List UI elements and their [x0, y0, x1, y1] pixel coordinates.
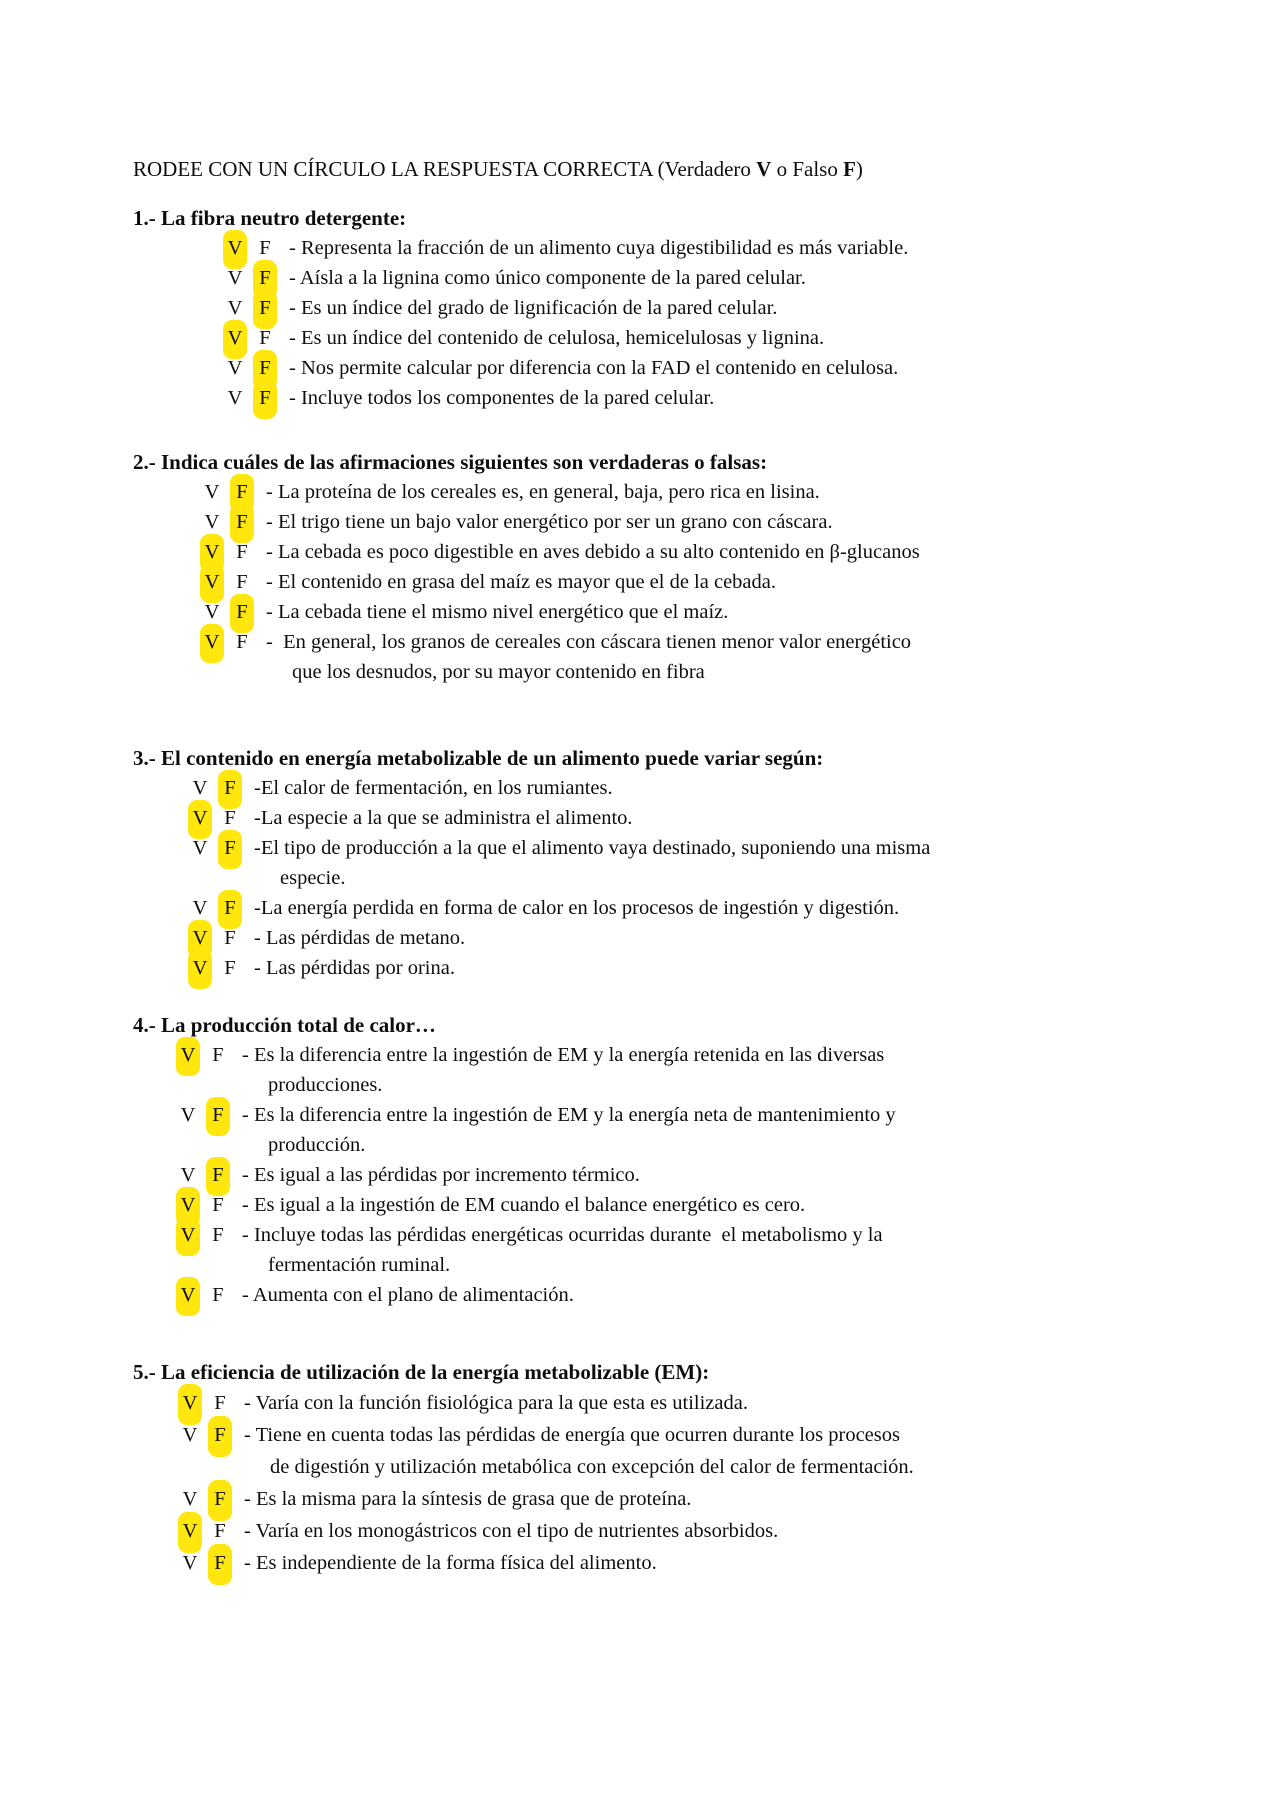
- statement-text: [266, 507, 833, 537]
- option-f-highlighted[interactable]: F: [218, 770, 242, 809]
- statement-row: [133, 1419, 1200, 1483]
- statement-text: [244, 1547, 657, 1579]
- statement-line: -La especie a la que se administra el alimento.: [254, 807, 633, 829]
- option-f[interactable]: F: [212, 1044, 224, 1066]
- statement-line: - Es la diferencia entre la ingestión de EM y la energía retenida en las diversas: [242, 1044, 885, 1066]
- option-f[interactable]: F: [214, 1392, 226, 1414]
- option-f-highlighted[interactable]: F: [253, 290, 277, 329]
- statement-row: [133, 1160, 1200, 1190]
- question-header: 4.- La producción total de calor…: [133, 1013, 436, 1037]
- option-v[interactable]: V: [227, 387, 243, 409]
- statement-line: - Tiene en cuenta todas las pérdidas de energía que ocurren durante los procesos: [244, 1424, 900, 1446]
- statement-line: - El contenido en grasa del maíz es mayor que el de la cebada.: [266, 571, 776, 593]
- statement-line: - Las pérdidas de metano.: [254, 927, 466, 949]
- statement-text: [244, 1483, 691, 1515]
- statement-line: - Incluye todos los componentes de la pared celular.: [289, 387, 715, 409]
- option-f[interactable]: F: [236, 631, 248, 653]
- statement-row: [133, 1100, 1200, 1160]
- statement-text: [242, 1280, 574, 1310]
- option-f-highlighted[interactable]: F: [218, 890, 242, 929]
- option-f[interactable]: F: [224, 807, 236, 829]
- statement-line-continuation: que los desnudos, por su mayor contenido en fibra: [292, 661, 705, 683]
- statement-row: [133, 773, 1200, 803]
- option-f[interactable]: F: [212, 1284, 224, 1306]
- option-v-highlighted[interactable]: V: [178, 1384, 202, 1425]
- statement-row: [133, 263, 1200, 293]
- statement-text: [289, 263, 806, 293]
- option-f-highlighted[interactable]: F: [208, 1480, 232, 1521]
- option-v[interactable]: V: [180, 1164, 196, 1186]
- option-f-highlighted[interactable]: F: [208, 1544, 232, 1585]
- statement-line-continuation: fermentación ruminal.: [268, 1254, 451, 1276]
- statement-row: [133, 233, 1200, 263]
- statement-text: [242, 1190, 805, 1220]
- statement-text: [254, 833, 930, 893]
- statement-line: - Representa la fracción de un alimento cuya digestibilidad es más variable.: [289, 237, 909, 259]
- statement-text: [244, 1515, 778, 1547]
- statement-row: [133, 893, 1200, 923]
- option-v-highlighted[interactable]: V: [176, 1217, 200, 1256]
- statement-text: [289, 323, 824, 353]
- option-v[interactable]: V: [192, 837, 208, 859]
- statement-line-continuation: especie.: [280, 867, 346, 889]
- statement-line-continuation: producciones.: [268, 1074, 383, 1096]
- statement-line: - Incluye todas las pérdidas energéticas ocurridas durante el metabolismo y la: [242, 1224, 883, 1246]
- option-f[interactable]: F: [212, 1224, 224, 1246]
- option-f-highlighted[interactable]: F: [253, 380, 277, 419]
- statement-text: [254, 953, 455, 983]
- option-v-highlighted[interactable]: V: [223, 320, 247, 359]
- statement-line-continuation: producción.: [268, 1134, 366, 1156]
- option-f[interactable]: F: [236, 571, 248, 593]
- question-header: 5.- La eficiencia de utilización de la energía metabolizable (EM):: [133, 1360, 710, 1384]
- statement-row: [133, 833, 1200, 893]
- statement-row: [133, 1515, 1200, 1547]
- instructions-text: ): [855, 157, 863, 181]
- option-v-highlighted[interactable]: V: [176, 1037, 200, 1076]
- option-v-highlighted[interactable]: V: [223, 230, 247, 269]
- statement-text: [254, 893, 899, 923]
- statement-row: [133, 323, 1200, 353]
- statement-text: [289, 353, 898, 383]
- statement-text: [266, 537, 920, 567]
- statement-row: [133, 597, 1200, 627]
- option-v-highlighted[interactable]: V: [200, 624, 224, 663]
- option-v[interactable]: V: [204, 511, 220, 533]
- option-v-highlighted[interactable]: V: [188, 950, 212, 989]
- statement-row: [133, 1483, 1200, 1515]
- statement-row: [133, 803, 1200, 833]
- statement-text: [266, 597, 728, 627]
- statement-row: [133, 383, 1200, 413]
- statement-row: [133, 1220, 1200, 1280]
- option-v[interactable]: V: [182, 1488, 198, 1510]
- statement-line: - El trigo tiene un bajo valor energético por ser un grano con cáscara.: [266, 511, 833, 533]
- statement-row: [133, 477, 1200, 507]
- question-header: 3.- El contenido en energía metabolizable de un alimento puede variar según:: [133, 746, 824, 770]
- option-f-highlighted[interactable]: F: [206, 1157, 230, 1196]
- option-v-highlighted[interactable]: V: [200, 564, 224, 603]
- verdadero-v-label: V: [756, 157, 772, 181]
- statement-text: [242, 1040, 884, 1100]
- statement-row: [133, 923, 1200, 953]
- statement-text: [242, 1160, 640, 1190]
- option-v-highlighted[interactable]: V: [178, 1512, 202, 1553]
- falso-f-label: F: [843, 157, 856, 181]
- option-v[interactable]: V: [227, 267, 243, 289]
- instructions-title: [133, 155, 1200, 183]
- statement-row: [133, 507, 1200, 537]
- statement-line: - Es un índice del contenido de celulosa, hemicelulosas y lignina.: [289, 327, 825, 349]
- option-f[interactable]: F: [212, 1194, 224, 1216]
- statement-row: [133, 567, 1200, 597]
- option-v-highlighted[interactable]: V: [176, 1187, 200, 1226]
- statement-row: [133, 1190, 1200, 1220]
- option-v-highlighted[interactable]: V: [188, 920, 212, 959]
- option-f-highlighted[interactable]: F: [218, 830, 242, 869]
- statement-line: - La cebada tiene el mismo nivel energético que el maíz.: [266, 601, 729, 623]
- option-f-highlighted[interactable]: F: [230, 474, 254, 513]
- statement-text: [254, 803, 633, 833]
- statement-text: [289, 293, 777, 323]
- statement-text: [254, 923, 465, 953]
- statement-line: - Aísla a la lignina como único componente de la pared celular.: [289, 267, 806, 289]
- statement-line: - En general, los granos de cereales con cáscara tienen menor valor energético: [266, 631, 912, 653]
- statement-row: [133, 293, 1200, 323]
- question-header: 2.- Indica cuáles de las afirmaciones siguientes son verdaderas o falsas:: [133, 450, 768, 474]
- instructions-text: RODEE CON UN CÍRCULO LA RESPUESTA CORRECTA (Verdadero: [133, 157, 757, 181]
- statement-line: - Es un índice del grado de lignificación de la pared celular.: [289, 297, 778, 319]
- statement-line: - Varía en los monogástricos con el tipo de nutrientes absorbidos.: [244, 1520, 779, 1542]
- statement-line: - Es la misma para la síntesis de grasa que de proteína.: [244, 1488, 692, 1510]
- question-block: [133, 447, 1200, 687]
- statement-row: [133, 953, 1200, 983]
- question-block: [133, 1010, 1200, 1310]
- statement-text: [266, 477, 820, 507]
- statement-row: [133, 1280, 1200, 1310]
- option-f[interactable]: F: [224, 927, 236, 949]
- statement-row: [133, 353, 1200, 383]
- statement-row: [133, 1387, 1200, 1419]
- option-v[interactable]: V: [182, 1552, 198, 1574]
- option-f[interactable]: F: [259, 237, 271, 259]
- option-f-highlighted[interactable]: F: [208, 1416, 232, 1457]
- statement-line: - La proteína de los cereales es, en general, baja, pero rica en lisina.: [266, 481, 820, 503]
- statement-line: - Es igual a las pérdidas por incremento térmico.: [242, 1164, 640, 1186]
- option-v[interactable]: V: [182, 1424, 198, 1446]
- option-v[interactable]: V: [204, 481, 220, 503]
- option-v-highlighted[interactable]: V: [200, 534, 224, 573]
- statement-text: [242, 1220, 883, 1280]
- statement-line: - Nos permite calcular por diferencia con la FAD el contenido en celulosa.: [289, 357, 899, 379]
- statement-row: [133, 537, 1200, 567]
- statement-text: [289, 383, 714, 413]
- option-f-highlighted[interactable]: F: [253, 350, 277, 389]
- option-f-highlighted[interactable]: F: [230, 594, 254, 633]
- statement-line: -La energía perdida en forma de calor en los procesos de ingestión y digestión.: [254, 897, 900, 919]
- statement-text: [244, 1387, 748, 1419]
- statement-text: [266, 627, 911, 687]
- statement-row: [133, 627, 1200, 687]
- statement-line: - La cebada es poco digestible en aves debido a su alto contenido en β-glucanos: [266, 541, 920, 563]
- statement-line: -El tipo de producción a la que el alimento vaya destinado, suponiendo una misma: [254, 837, 931, 859]
- option-f-highlighted[interactable]: F: [206, 1097, 230, 1136]
- option-v[interactable]: V: [180, 1104, 196, 1126]
- statement-line: - Es independiente de la forma física del alimento.: [244, 1552, 657, 1574]
- statement-text: [289, 233, 908, 263]
- option-v[interactable]: V: [192, 897, 208, 919]
- statement-line: -El calor de fermentación, en los rumiantes.: [254, 777, 613, 799]
- option-f[interactable]: F: [214, 1520, 226, 1542]
- option-f-highlighted[interactable]: F: [253, 260, 277, 299]
- statement-row: [133, 1547, 1200, 1579]
- option-v[interactable]: V: [227, 357, 243, 379]
- option-v-highlighted[interactable]: V: [176, 1277, 200, 1316]
- statement-text: [244, 1419, 914, 1483]
- statement-line: - Varía con la función fisiológica para la que esta es utilizada.: [244, 1392, 748, 1414]
- option-v-highlighted[interactable]: V: [188, 800, 212, 839]
- statement-line: - Es igual a la ingestión de EM cuando el balance energético es cero.: [242, 1194, 806, 1216]
- question-header: 1.- La fibra neutro detergente:: [133, 206, 407, 230]
- option-v[interactable]: V: [204, 601, 220, 623]
- option-f[interactable]: F: [259, 327, 271, 349]
- option-f-highlighted[interactable]: F: [230, 504, 254, 543]
- statement-line-continuation: de digestión y utilización metabólica con excepción del calor de fermentación.: [270, 1456, 914, 1478]
- question-block: [133, 203, 1200, 413]
- statement-line: - Es la diferencia entre la ingestión de EM y la energía neta de mantenimiento y: [242, 1104, 896, 1126]
- statement-text: [266, 567, 776, 597]
- option-f[interactable]: F: [224, 957, 236, 979]
- instructions-text: o Falso: [771, 157, 844, 181]
- statement-line: - Las pérdidas por orina.: [254, 957, 455, 979]
- statement-row: [133, 1040, 1200, 1100]
- question-block: [133, 1357, 1200, 1579]
- option-v[interactable]: V: [227, 297, 243, 319]
- statement-text: [242, 1100, 896, 1160]
- statement-line: - Aumenta con el plano de alimentación.: [242, 1284, 574, 1306]
- statement-text: [254, 773, 613, 803]
- option-v[interactable]: V: [192, 777, 208, 799]
- questions-list: [133, 203, 1200, 1579]
- option-f[interactable]: F: [236, 541, 248, 563]
- question-block: [133, 743, 1200, 983]
